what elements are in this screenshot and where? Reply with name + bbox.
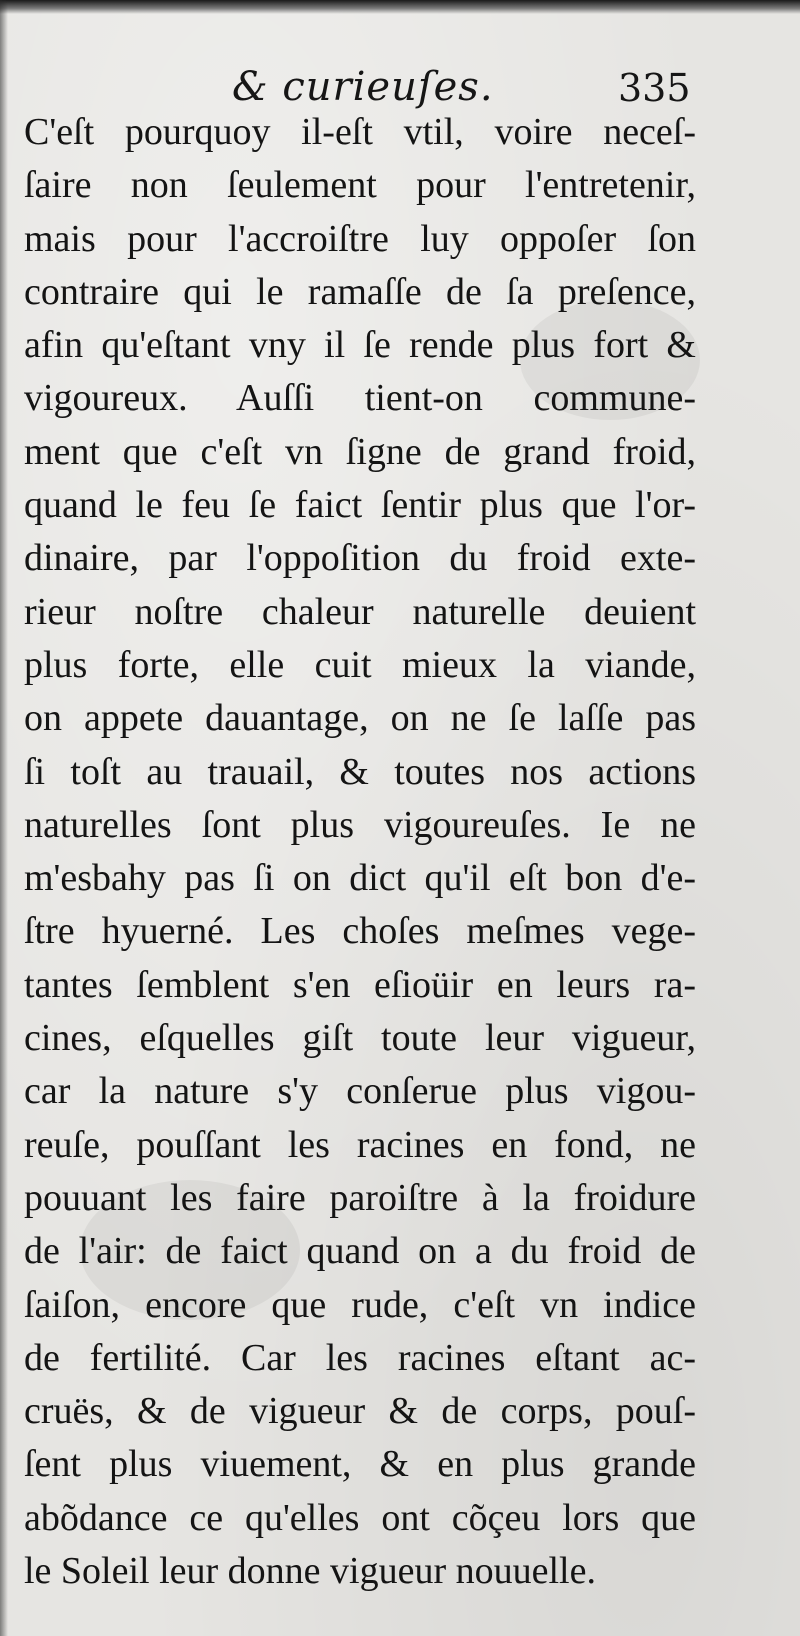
page-left-edge-shadow [0,0,8,1636]
text-line: cines, eſquelles giſt toute leur vigueur, [24,1017,696,1060]
page-number: 335 [618,66,691,110]
text-line: ſaiſon, encore que rude, c'eſt vn indice [24,1283,696,1326]
text-line: reuſe, pouſſant les racines en fond, ne [24,1123,696,1166]
text-line: de l'air: de faict quand on a du froid de [24,1230,696,1273]
text-line: dinaire, par l'oppoſition du froid exte- [24,537,696,580]
text-line: pouuant les faire paroiſtre à la froidure [24,1176,696,1219]
text-line: on appete dauantage, on ne ſe laſſe pas [24,697,696,740]
text-line: car la nature s'y conſerue plus vigou- [24,1070,696,1113]
text-line: ſaire non ſeulement pour l'entretenir, [24,164,696,207]
page-top-edge-shadow [0,0,800,14]
text-line: afin qu'eſtant vny il ſe rende plus fort & [24,324,696,367]
text-line: ment que c'eſt vn ſigne de grand froid, [24,430,696,473]
text-line: naturelles ſont plus vigoureuſes. Ie ne [24,803,696,846]
text-line: tantes ſemblent s'en eſioüir en leurs ra- [24,963,696,1006]
text-line: rieur noſtre chaleur naturelle deuient [24,590,696,633]
text-line: quand le feu ſe faict ſentir plus que l'or- [24,484,696,527]
text-line: vigoureux. Auſſi tient-on commune- [24,377,696,420]
text-line: ſtre hyuerné. Les choſes meſmes vege- [24,910,696,953]
text-line: C'eſt pourquoy il-eſt vtil, voire neceſ- [24,111,696,153]
text-line: mais pour l'accroiſtre luy oppoſer ſon [24,217,696,260]
text-line: abõdance ce qu'elles ont cõçeu lors que [24,1496,696,1539]
text-line: ſent plus viuement, & en plus grande [24,1443,696,1486]
running-title: & curieuſes. [232,64,494,110]
text-line: m'esbahy pas ſi on dict qu'il eſt bon d'e- [24,857,696,900]
text-line: plus forte, elle cuit mieux la viande, [24,643,696,686]
text-line-last: le Soleil leur donne vigueur nouuelle. [24,1550,596,1593]
text-line: cruës, & de vigueur & de corps, pouſ- [24,1390,696,1433]
text-line: contraire qui le ramaſſe de ſa preſence, [24,270,696,313]
text-line: de fertilité. Car les racines eſtant ac- [24,1336,696,1379]
body-text [24,106,696,1598]
text-line: ſi toſt au trauail, & toutes nos actions [24,750,696,793]
